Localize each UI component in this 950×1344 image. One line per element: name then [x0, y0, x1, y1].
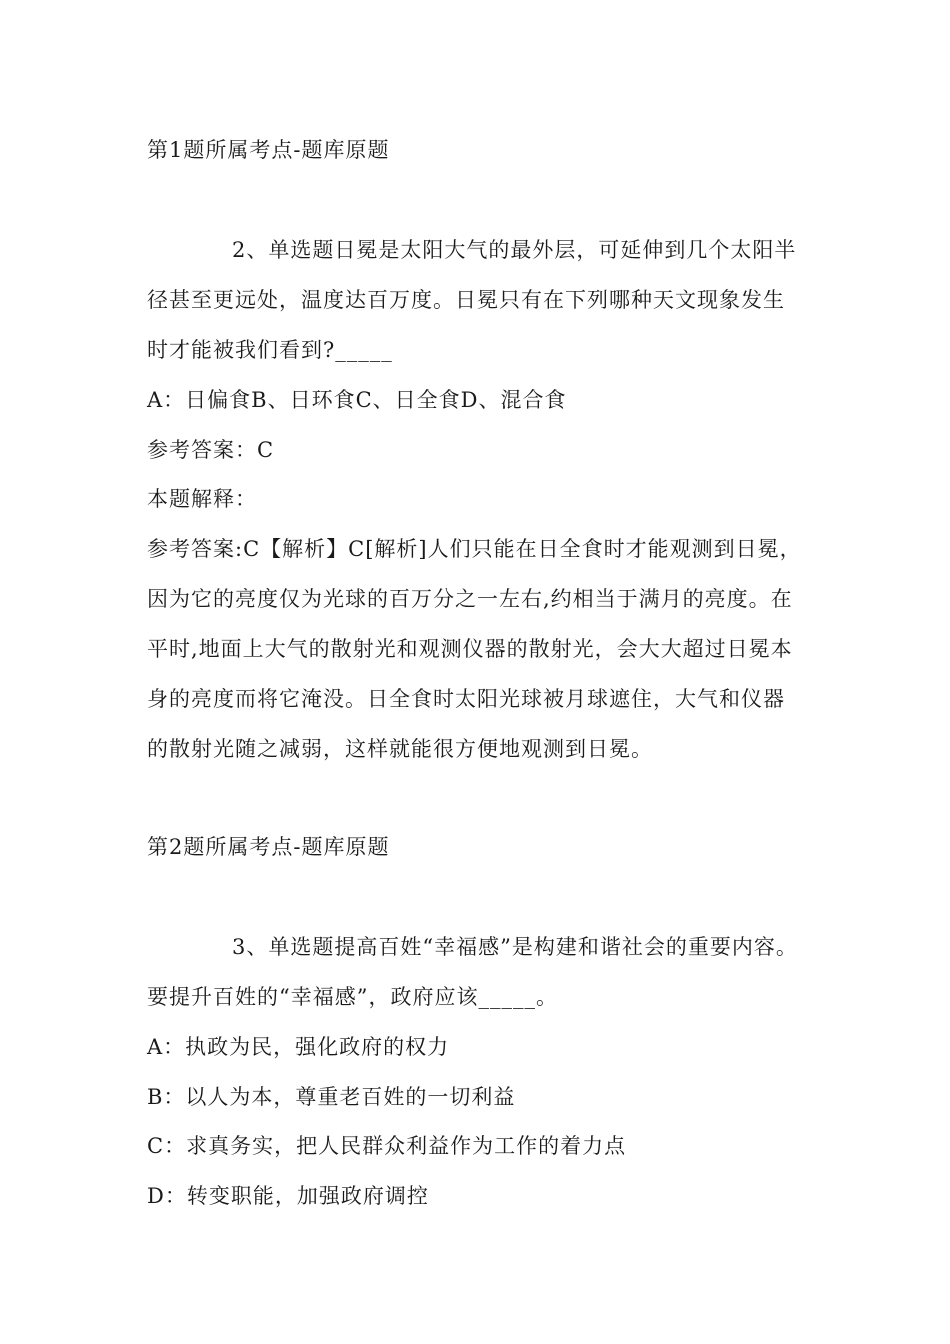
exam-point-2: 第2题所属考点-题库原题 — [147, 835, 390, 859]
question-2-explanation-label: 本题解释： — [147, 487, 257, 511]
question-3-option-b: B：以人为本，尊重老百姓的一切利益 — [147, 1085, 516, 1109]
question-2-explanation-line-3: 平时,地面上大气的散射光和观测仪器的散射光，会大大超过日冕本 — [147, 637, 793, 661]
question-3-option-a: A：执政为民，强化政府的权力 — [147, 1035, 450, 1059]
question-2-stem-line-1: 2、单选题日冕是太阳大气的最外层，可延伸到几个太阳半 — [232, 238, 797, 262]
question-2-explanation-line-5: 的散射光随之减弱，这样就能很方便地观测到日冕。 — [147, 737, 653, 761]
question-2-explanation-line-4: 身的亮度而将它淹没。日全食时太阳光球被月球遮住，大气和仪器 — [147, 687, 785, 711]
question-3-option-c: C：求真务实，把人民群众利益作为工作的着力点 — [147, 1134, 627, 1158]
question-2-explanation-line-1: 参考答案:C【解析】C[解析]人们只能在日全食时才能观测到日冕， — [147, 537, 802, 561]
question-2-answer: 参考答案：C — [147, 438, 275, 462]
question-2-explanation-line-2: 因为它的亮度仅为光球的百万分之一左右,约相当于满月的亮度。在 — [147, 587, 793, 611]
question-3-stem-line-1: 3、单选题提高百姓“幸福感”是构建和谐社会的重要内容。 — [232, 935, 798, 959]
question-2-stem-line-3: 时才能被我们看到?_____ — [147, 338, 393, 362]
exam-point-1: 第1题所属考点-题库原题 — [147, 138, 390, 162]
question-3-option-d: D：转变职能，加强政府调控 — [147, 1184, 429, 1208]
question-2-options: A：日偏食B、日环食C、日全食D、混合食 — [147, 388, 567, 412]
question-3-stem-line-2: 要提升百姓的“幸福感”，政府应该_____。 — [147, 985, 558, 1009]
question-2-stem-line-2: 径甚至更远处，温度达百万度。日冕只有在下列哪种天文现象发生 — [147, 288, 785, 312]
